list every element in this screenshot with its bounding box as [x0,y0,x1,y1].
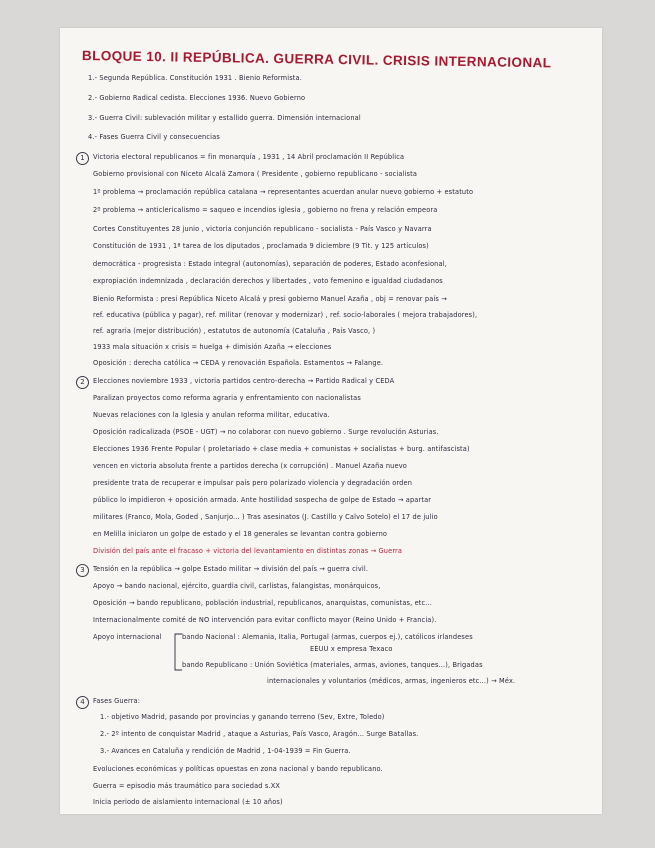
section-2-line: en Melilla iniciaron un golpe de estado y el 18 generales se levantan contra gobierno [93,530,388,538]
section-4-line: Inicia periodo de aislamiento internacional (± 10 años) [93,798,283,806]
section-3-line: Tensión en la república → golpe Estado militar → división del país → guerra civil. [93,565,369,573]
notebook-page [60,28,602,814]
section-1-line: democrática - progresista : Estado integral (autonomías), separación de poderes, Estado aconfesional, [93,260,447,268]
section-2-line: Nuevas relaciones con la Iglesia y anulan reforma militar, educativa. [93,411,330,419]
section-2-line: militares (Franco, Mola, Goded , Sanjurjo... ) Tras asesinatos (J. Castillo y Calvo Sotelo) el 17 de julio [93,513,438,521]
section-4-line: Evoluciones económicas y políticas opuestas en zona nacional y bando republicano. [93,765,383,773]
section-1-line: expropiación indemnizada , declaración derechos y libertades , voto femenino e igualdad ciudadanos [93,277,443,285]
section-4-line: Fases Guerra: [93,697,141,705]
section-2-line: Elecciones 1936 Frente Popular ( proletariado + clase media + comunistas + socialistas + burg. antifascista) [93,445,470,453]
section-2-line: público lo impidieron + oposición armada. Ante hostilidad sospecha de golpe de Estado → apartar [93,496,432,504]
index-item: 1.- Segunda República. Constitución 1931 . Bienio Reformista. [88,74,302,82]
section-1-line: Gobierno provisional con Niceto Alcalá Zamora ( Presidente , gobierno republicano - socialista [93,170,418,178]
section-2-line: Elecciones noviembre 1933 , victoria partidos centro-derecha → Partido Radical y CEDA [93,377,395,385]
page-title: BLOQUE 10. II REPÚBLICA. GUERRA CIVIL. CRISIS INTERNACIONAL [81,48,552,71]
section-1-line: ref. agraria (mejor distribución) , estatutos de autonomía (Cataluña , País Vasco, ) [93,327,376,335]
bando-nacional-line: bando Nacional : Alemania, Italia, Portugal (armas, cuerpos ej.), católicos irlandeses [182,633,473,641]
bando-republicano-line: bando Republicano : Unión Soviética (materiales, armas, aviones, tanques...), Brigadas [182,661,483,669]
section-1-line: 1933 mala situación x crisis = huelga + dimisión Azaña → elecciones [93,343,332,351]
index-item: 4.- Fases Guerra Civil y consecuencias [88,133,220,141]
section-number: 1 [76,152,89,165]
section-3-line: Oposición → bando republicano, población industrial, republicanos, anarquistas, comunistas, etc... [93,599,433,607]
section-1-line: Victoria electoral republicanos = fin monarquía , 1931 , 14 Abril proclamación II República [93,153,405,161]
section-2-line: presidente trata de recuperar e impulsar país pero polarizado violencia y degradación orden [93,479,413,487]
section-1-line: Bienio Reformista : presi República Niceto Alcalá y presi gobierno Manuel Azaña , obj = renovar país → [93,295,447,303]
apoyo-internacional-label: Apoyo internacional [93,633,162,641]
index-item: 3.- Guerra Civil: sublevación militar y estallido guerra. Dimensión internacional [88,114,361,122]
section-number: 2 [76,376,89,389]
section-1-line: Cortes Constituyentes 28 junio , victoria conjunción republicano - socialista - País Vasco y Navarra [93,225,432,233]
section-4-line: Guerra = episodio más traumático para sociedad s.XX [93,782,281,790]
section-1-line: Oposición : derecha católica → CEDA y renovación Española. Estamentos → Falange. [93,359,384,367]
section-4-line: 2.- 2º intento de conquistar Madrid , ataque a Asturias, País Vasco, Aragón... Surge Batallas. [100,730,419,738]
section-2-line: Oposición radicalizada (PSOE - UGT) → no colaborar con nuevo gobierno . Surge revolución Asturias. [93,428,439,436]
section-4-line: 1.- objetivo Madrid, pasando por provincias y ganando terreno (Sev, Extre, Toledo) [100,713,385,721]
bando-republicano-line: internacionales y voluntarios (médicos, armas, ingenieros etc...) → Méx. [267,677,516,685]
section-2-highlight: División del país ante el fracaso + victoria del levantamiento en distintas zonas → Guerra [93,547,403,555]
section-4-line: 3.- Avances en Cataluña y rendición de Madrid , 1-04-1939 = Fin Guerra. [100,747,351,755]
section-2-line: vencen en victoria absoluta frente a partidos derecha (x corrupción) . Manuel Azaña nuevo [93,462,407,470]
section-1-line: 2º problema → anticlericalismo = saqueo e incendios iglesia , gobierno no frena y relación empeora [93,206,438,214]
section-1-line: ref. educativa (pública y pagar), ref. militar (renovar y modernizar) , ref. socio-laborales ( mejora trabajadores), [93,311,478,319]
section-2-line: Paralizan proyectos como reforma agraria y enfrentamiento con nacionalistas [93,394,361,402]
index-item: 2.- Gobierno Radical cedista. Elecciones 1936. Nuevo Gobierno [88,94,306,102]
bando-nacional-line: EEUU x empresa Texaco [310,645,393,653]
section-1-line: Constitución de 1931 , 1ª tarea de los diputados , proclamada 9 diciembre (9 Tit. y 125 artículos) [93,242,429,250]
section-3-line: Apoyo → bando nacional, ejército, guardia civil, carlistas, falangistas, monárquicos, [93,582,381,590]
section-number: 4 [76,696,89,709]
section-1-line: 1º problema → proclamación república catalana → representantes acuerdan anular nuevo gobierno + estatuto [93,188,474,196]
section-number: 3 [76,564,89,577]
section-3-line: Internacionalmente comité de NO intervención para evitar conflicto mayor (Reino Unido + Francia). [93,616,437,624]
